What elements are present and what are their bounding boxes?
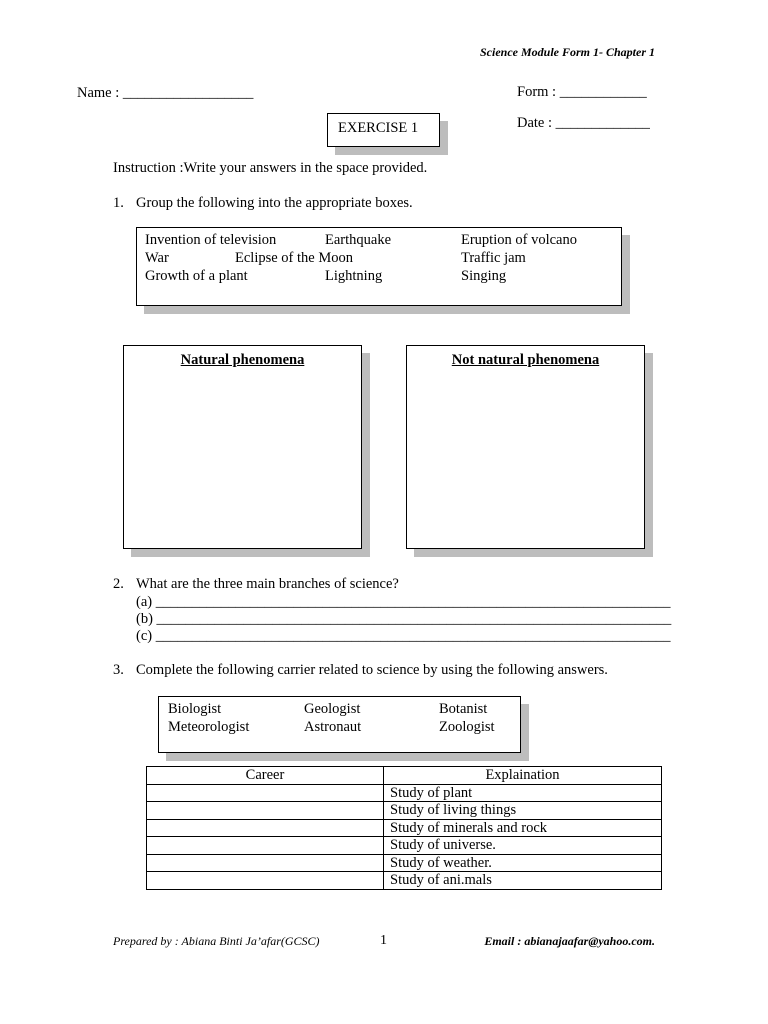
q3-number: 3. — [113, 662, 124, 678]
not-natural-phenomena-box[interactable] — [406, 345, 645, 549]
q1-word-bank — [136, 227, 622, 306]
word-item: Biologist — [168, 701, 222, 717]
career-answer-cell[interactable] — [147, 819, 384, 837]
q2-text: What are the three main branches of science? — [136, 576, 399, 592]
career-answer-cell[interactable] — [147, 854, 384, 872]
q2-answer-line-b[interactable]: (b) _______________________________________________________________________ — [136, 611, 672, 627]
word-item: Eclipse of the Moon — [235, 250, 353, 266]
table-row — [147, 854, 662, 872]
natural-phenomena-title: Natural phenomena — [180, 352, 305, 368]
table-row — [147, 784, 662, 802]
q1-number: 1. — [113, 195, 124, 211]
module-title: Science Module Form 1- Chapter 1 — [479, 45, 655, 59]
word-item: Meteorologist — [168, 719, 250, 735]
email: Email : abianajaafar@yahoo.com. — [484, 934, 655, 948]
page-number: 1 — [380, 933, 387, 948]
q2-number: 2. — [113, 576, 124, 592]
column-header-career: Career — [147, 767, 384, 785]
table-row — [147, 819, 662, 837]
word-item: Traffic jam — [461, 250, 526, 266]
q3-text: Complete the following carrier related to science by using the following answers. — [136, 662, 608, 678]
date-field[interactable]: Date : _____________ — [517, 115, 650, 131]
explanation-cell: Study of minerals and rock — [384, 819, 662, 837]
explanation-cell: Study of ani.mals — [384, 872, 662, 890]
explanation-cell: Study of living things — [384, 802, 662, 820]
exercise-title-box — [327, 113, 440, 147]
word-item: Lightning — [325, 268, 383, 284]
word-item: Growth of a plant — [145, 268, 248, 284]
q3-word-bank — [158, 696, 521, 753]
exercise-title: EXERCISE 1 — [338, 120, 419, 136]
word-item: Geologist — [304, 701, 361, 717]
career-answer-cell[interactable] — [147, 872, 384, 890]
career-answer-cell[interactable] — [147, 837, 384, 855]
word-item: Invention of television — [145, 232, 277, 248]
explanation-cell: Study of plant — [384, 784, 662, 802]
prepared-by: Prepared by : Abiana Binti Ja’afar(GCSC) — [113, 934, 320, 948]
word-item: Astronaut — [304, 719, 362, 735]
explanation-cell: Study of weather. — [384, 854, 662, 872]
explanation-cell: Study of universe. — [384, 837, 662, 855]
table-row — [147, 802, 662, 820]
word-item: Eruption of volcano — [461, 232, 577, 248]
natural-phenomena-box[interactable] — [123, 345, 362, 549]
word-item: Singing — [461, 268, 507, 284]
name-field[interactable]: Name : __________________ — [77, 85, 254, 101]
table-row — [147, 837, 662, 855]
not-natural-phenomena-title: Not natural phenomena — [451, 352, 600, 368]
word-item: Earthquake — [325, 232, 392, 248]
table-row — [147, 872, 662, 890]
instruction-text: Instruction :Write your answers in the space provided. — [113, 160, 428, 176]
form-field[interactable]: Form : ____________ — [517, 84, 647, 100]
career-answer-cell[interactable] — [147, 784, 384, 802]
q2-answer-line-c[interactable]: (c) _______________________________________________________________________ — [136, 628, 671, 644]
career-table — [146, 766, 662, 890]
word-item: War — [145, 250, 169, 266]
word-item: Zoologist — [439, 719, 495, 735]
q1-text: Group the following into the appropriate boxes. — [136, 195, 413, 211]
table-header-row — [147, 767, 662, 785]
q2-answer-line-a[interactable]: (a) _______________________________________________________________________ — [136, 594, 671, 610]
career-answer-cell[interactable] — [147, 802, 384, 820]
column-header-explanation: Explaination — [384, 767, 662, 785]
word-item: Botanist — [439, 701, 488, 717]
